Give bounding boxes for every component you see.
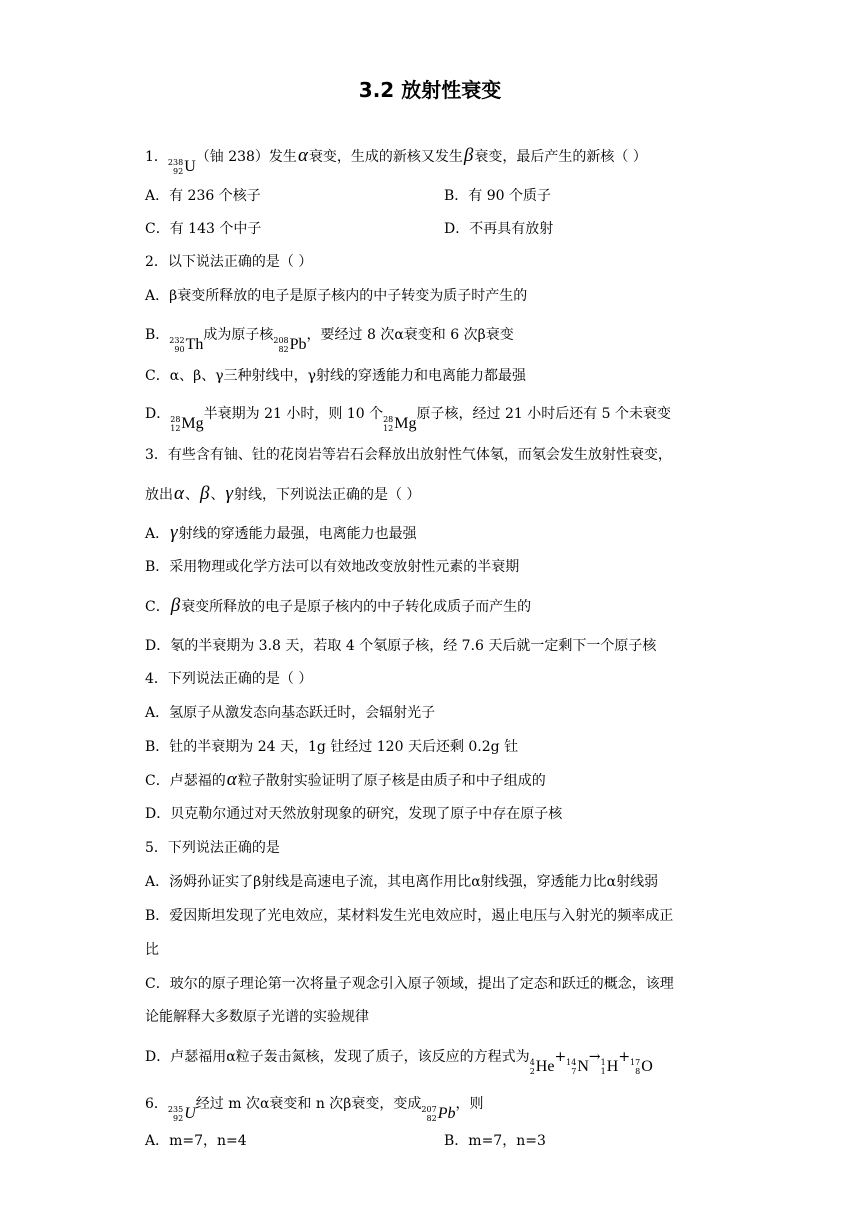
gamma-symbol: γ <box>225 483 233 504</box>
q2-option-d[interactable]: D． 28 12 Mg 半衰期为 21 小时，则 10 个 28 12 Mg 原子核，经过 21 小时后还有 5 个未衰变 <box>145 406 672 433</box>
q2-option-b[interactable]: B． 232 90 Th 成为原子核 208 82 Pb ，要经过 8 次α衰变和 6 次β衰变 <box>145 327 514 354</box>
q4-option-d[interactable]: D．贝克勒尔通过对天然放射现象的研究，发现了原子中存在原子核 <box>145 806 563 822</box>
q4-option-c[interactable]: C．卢瑟福的α粒子散射实验证明了原子核是由质子和中子组成的 <box>145 769 546 790</box>
q4-stem: 4．下列说法正确的是（ ） <box>145 671 313 687</box>
q5-option-c-line1[interactable]: C．玻尔的原子理论第一次将量子观念引入原子领域，提出了定态和跃迁的概念，该理 <box>145 976 674 992</box>
q3-option-b[interactable]: B．采用物理或化学方法可以有效地改变放射性元素的半衰期 <box>145 559 520 575</box>
q5-stem: 5．下列说法正确的是 <box>145 840 280 856</box>
q4-option-b[interactable]: B．钍的半衰期为 24 天，1g 钍经过 120 天后还剩 0.2g 钍 <box>145 739 519 755</box>
q2-option-a[interactable]: A．β衰变所释放的电子是原子核内的中子转变为质子时产生的 <box>145 288 528 304</box>
page-title: 3.2 放射性衰变 <box>358 78 502 102</box>
q3-stem-line2: 放出α、β、γ射线，下列说法正确的是（ ） <box>145 483 421 504</box>
nuclide-mg28: 28 12 Mg <box>170 415 204 433</box>
q3-option-c[interactable]: C．β衰变所释放的电子是原子核内的中子转化成质子而产生的 <box>145 595 532 616</box>
q3-option-a[interactable]: A．γ射线的穿透能力最强，电离能力也最强 <box>145 522 417 543</box>
q2-stem: 2．以下说法正确的是（ ） <box>145 254 313 270</box>
q5-option-a[interactable]: A．汤姆孙证实了β射线是高速电子流，其电离作用比α射线强，穿透能力比α射线弱 <box>145 874 659 890</box>
nuclide-u238: 238 92 U <box>167 158 196 176</box>
q1-option-b[interactable]: B．有 90 个质子 <box>444 188 552 204</box>
q3-stem-line1: 3．有些含有铀、钍的花岗岩等岩石会释放出放射性气体氡，而氡会发生放射性衰变， <box>145 447 672 463</box>
beta-symbol: β <box>199 483 210 504</box>
q3-option-d[interactable]: D．氡的半衰期为 3.8 天，若取 4 个氡原子核，经 7.6 天后就一定剩下一个原子核 <box>145 638 657 654</box>
nuclide-th232: 232 90 Th <box>169 336 204 354</box>
alpha-symbol: α <box>297 145 308 166</box>
nuclide-o17: 17 8 O <box>630 1058 653 1076</box>
nuclide-pb207: 207 82 Pb <box>421 1105 456 1123</box>
gamma-symbol: γ <box>170 522 178 543</box>
q5-option-b-line2[interactable]: 比 <box>145 942 159 958</box>
q6-option-b[interactable]: B．m=7，n=3 <box>444 1133 546 1149</box>
q5-option-c-line2[interactable]: 论能解释大多数原子光谱的实验规律 <box>145 1009 369 1025</box>
nuclide-pb208: 208 82 Pb <box>273 336 307 354</box>
beta-symbol: β <box>463 145 474 166</box>
q1-option-d[interactable]: D．不再具有放射 <box>444 221 554 237</box>
q1-option-a[interactable]: A．有 236 个核子 <box>145 188 261 204</box>
beta-symbol: β <box>170 595 181 616</box>
nuclide-he4: 4 2 He <box>529 1058 555 1076</box>
alpha-symbol: α <box>226 769 237 790</box>
nuclide-n14: 14 7 N <box>566 1058 589 1076</box>
nuclide-mg28-2: 28 12 Mg <box>383 415 417 433</box>
q1-stem: 1． 238 92 U （铀 238）发生α衰变，生成的新核又发生β衰变，最后产生的新核（ ） <box>145 145 647 176</box>
q6-option-a[interactable]: A．m=7，n=4 <box>145 1133 247 1149</box>
q6-stem: 6． 235 92 U 经过 m 次α衰变和 n 次β衰变，变成 207 82 Pb ，则 <box>145 1096 484 1123</box>
nuclide-u235: 235 92 U <box>167 1105 196 1123</box>
q5-option-d[interactable]: D．卢瑟福用α粒子轰击氮核，发现了质子，该反应的方程式为 4 2 He + 14 7 N → 1 1 H + 17 8 O <box>145 1049 653 1076</box>
q5-option-b-line1[interactable]: B．爱因斯坦发现了光电效应，某材料发生光电效应时，遏止电压与入射光的频率成正 <box>145 908 674 924</box>
alpha-symbol: α <box>174 483 184 504</box>
q4-option-a[interactable]: A．氢原子从激发态向基态跃迁时，会辐射光子 <box>145 705 436 721</box>
nuclide-h1: 1 1 H <box>600 1058 619 1076</box>
q2-option-c[interactable]: C．α、β、γ三种射线中，γ射线的穿透能力和电离能力都最强 <box>145 368 526 384</box>
q1-option-c[interactable]: C．有 143 个中子 <box>145 221 262 237</box>
